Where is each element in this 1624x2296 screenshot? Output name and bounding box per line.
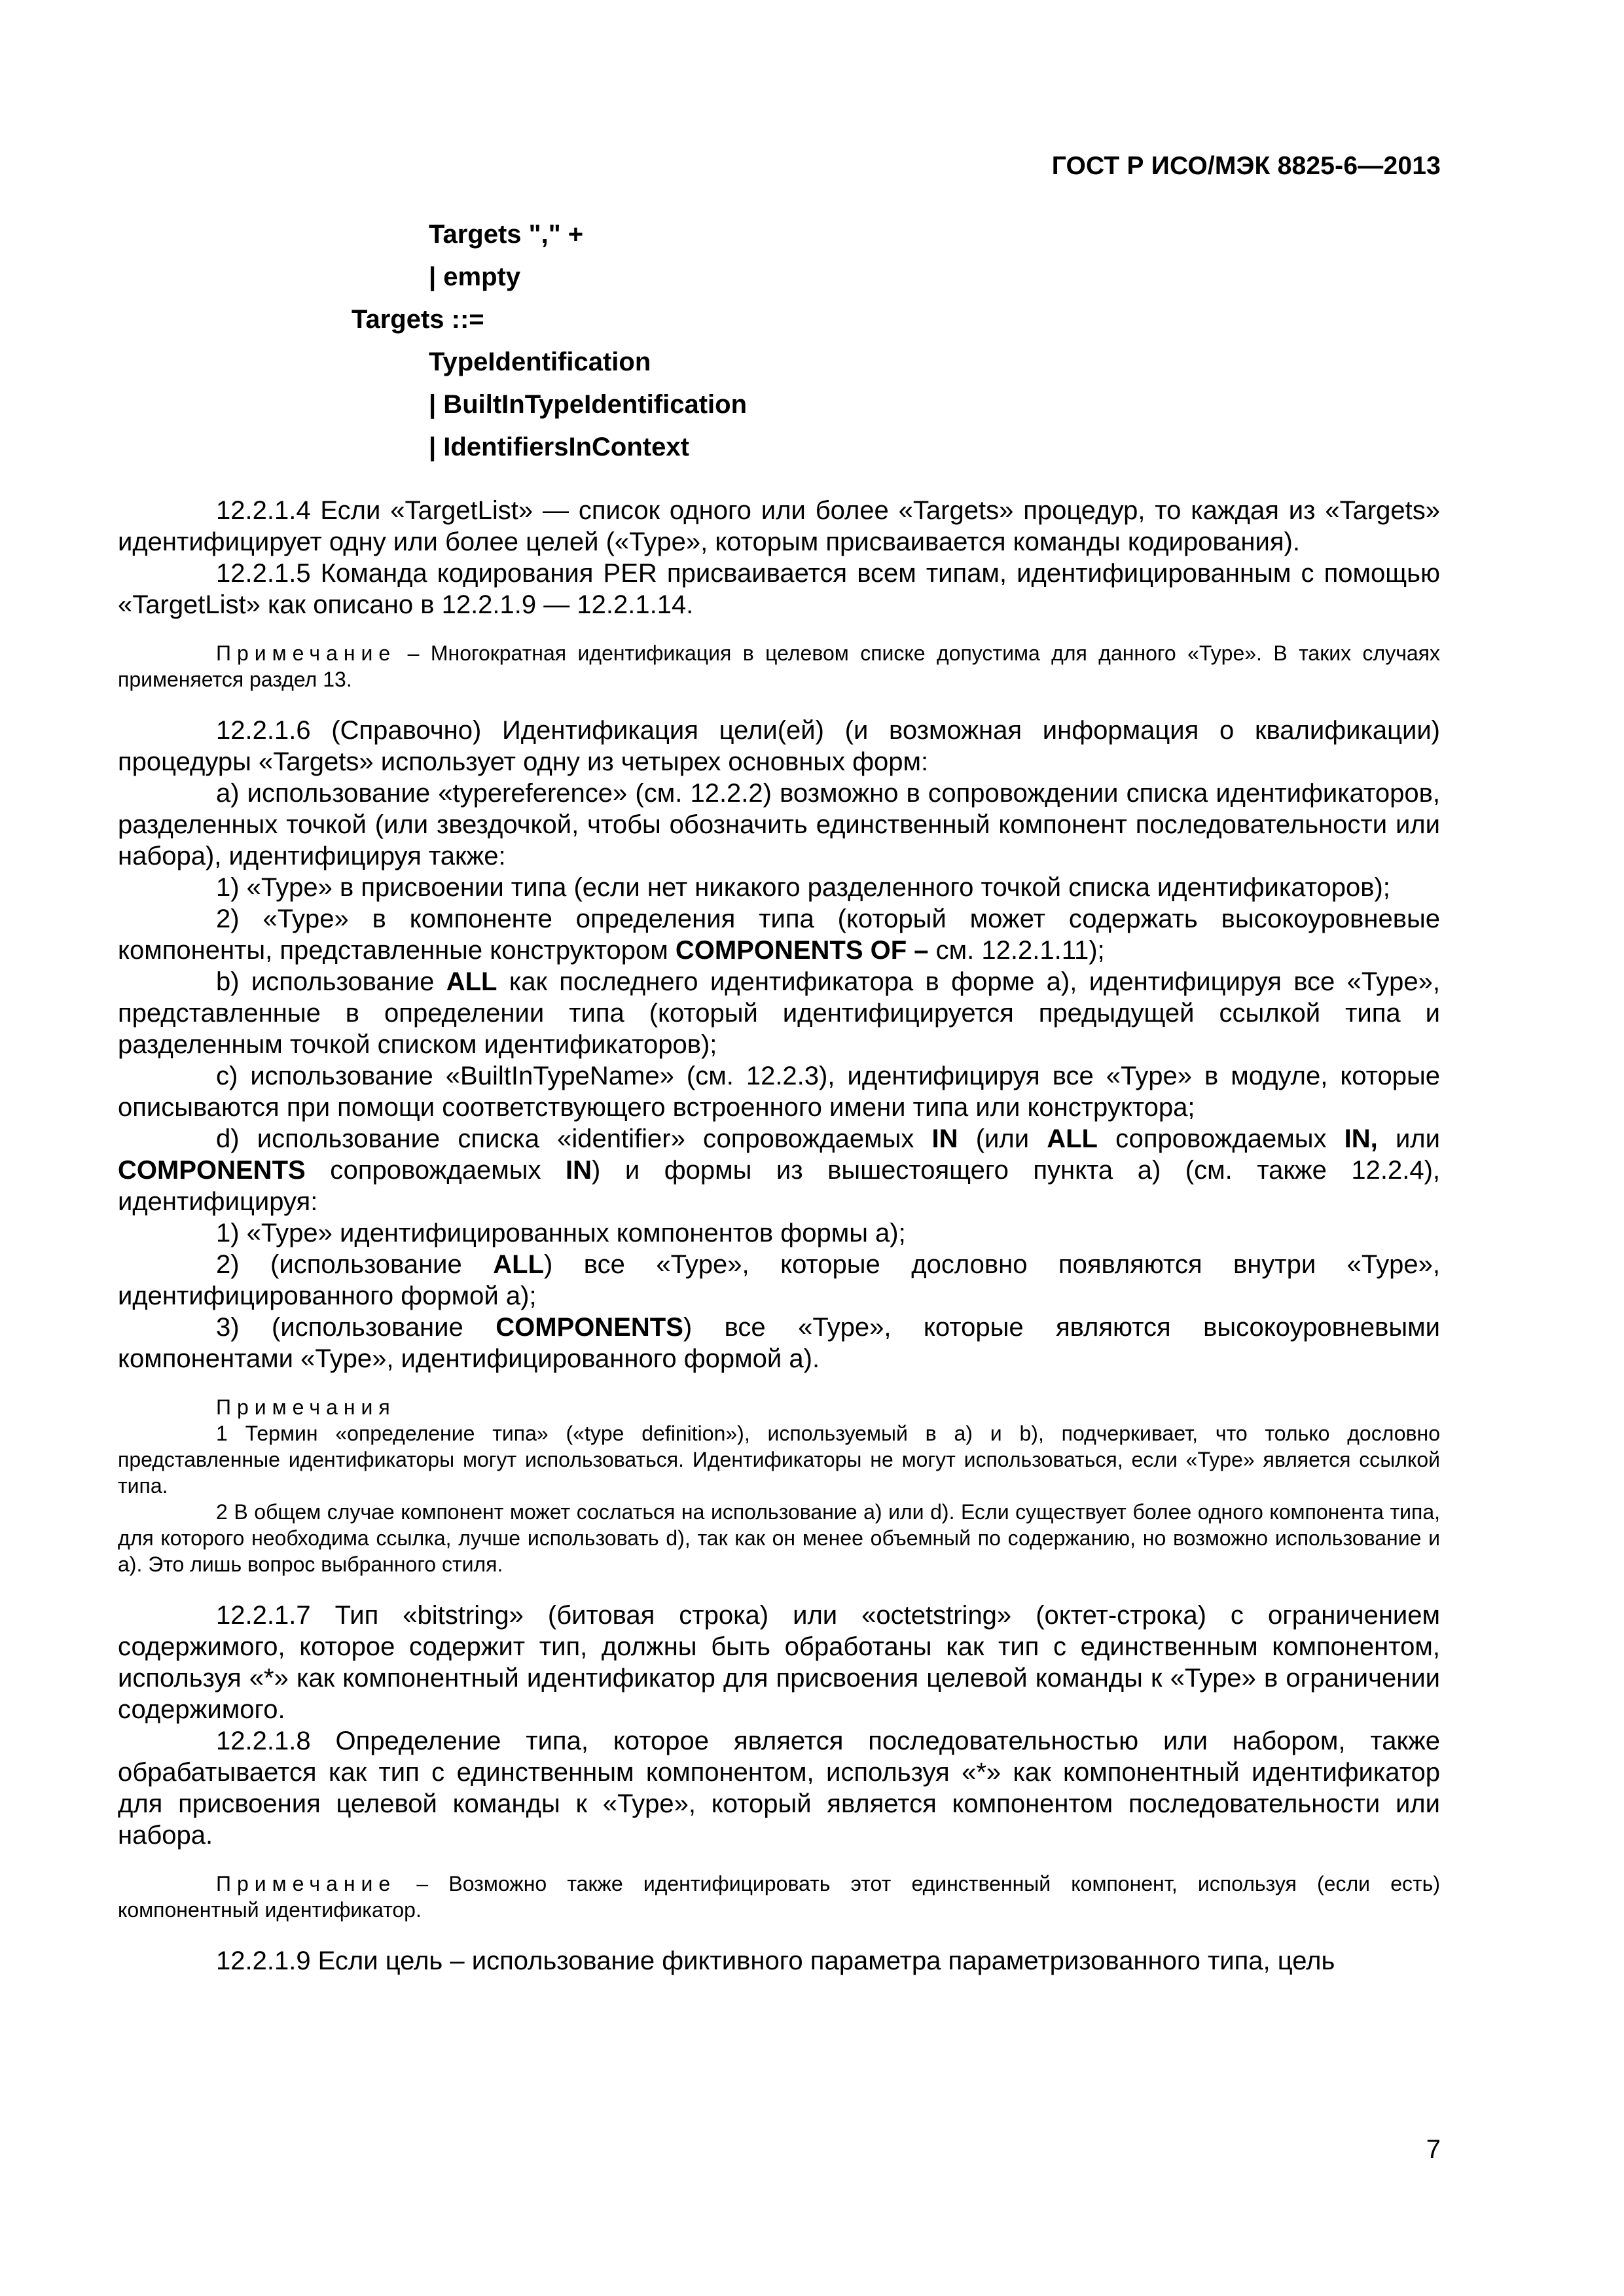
list-item-c: c) использование «BuiltInTypeName» (см. 12.2.3), идентифицируя все «Type» в модуле, которые описываются при помощи соответствующего встроенного имени типа или конструктора; [118, 1062, 1440, 1122]
note-item-1: 1 Термин «определение типа» («type definition»), используемый в а) и b), подчеркивает, что только дословно представленные идентификаторы могут использоваться. Идентификаторы не могут использоваться, если «Type» является ссылкой типа. [118, 1422, 1440, 1498]
document-body [118, 495, 1440, 1977]
grammar-line: TypeIdentification [429, 348, 651, 376]
list-item-a: a) использование «typereference» (см. 12.2.2) возможно в сопровождении списка идентификаторов, разделенных точкой (или звездочкой, чтобы обозначить единственный компонент последовательности или набора), идентифицируя также: [118, 779, 1440, 870]
clause-12.2.1.6: 12.2.1.6 (Справочно) Идентификация цели(ей) (и возможная информация о квалификации) процедуры «Targets» использует одну из четырех основных форм: [118, 716, 1440, 776]
clause-12.2.1.8: 12.2.1.8 Определение типа, которое является последовательностью или набором, также обрабатывается как тип с единственным компонентом, используя «*» как компонентный идентификатор для присвоения целевой команды к «Type», который является компонентом последовательности или набора. [118, 1727, 1440, 1850]
list-item-b: b) использование ALL как последнего идентификатора в форме а), идентифицируя все «Type», представленные в определении типа (который идентифицируется предыдущей ссылкой типа и разделенным точкой списком идентификаторов); [118, 967, 1440, 1059]
standard-header: ГОСТ Р ИСО/МЭК 8825-6—2013 [1051, 152, 1441, 180]
note [118, 1871, 1440, 1923]
list-item-a1: 1) «Type» в присвоении типа (если нет никакого разделенного точкой списка идентификаторов); [216, 873, 1390, 902]
grammar-block [0, 213, 1624, 469]
notes-label: Примечания [216, 1395, 396, 1419]
notes-block [118, 1394, 1440, 1577]
grammar-line: | empty [429, 262, 521, 291]
note [118, 640, 1440, 692]
list-item-d: d) использование списка «identifier» сопровождаемых IN (или ALL сопровождаемых IN, или COMPONENTS сопровождаемых IN) и формы из вышестоящего пункта а) (см. также 12.2.4), идентифицируя: [118, 1124, 1440, 1216]
page-number: 7 [1426, 2135, 1441, 2164]
list-item-d1: 1) «Type» идентифицированных компонентов формы а); [216, 1219, 906, 1247]
grammar-line: Targets ::= [352, 305, 484, 334]
note-item-2: 2 В общем случае компонент может сослаться на использование а) или d). Если существует более одного компонента типа, для которого необходима ссылка, лучше использовать d), так как он менее объемный по содержанию, но возможно использование и а). Это лишь вопрос выбранного стиля. [118, 1500, 1440, 1576]
note-label: Примечание [216, 1872, 397, 1895]
clause-12.2.1.7: 12.2.1.7 Тип «bitstring» (битовая строка) или «octetstring» (октет-строка) с ограничением содержимого, которое содержит тип, должны быть обработаны как тип с единственным компонентом, используя «*» как компонентный идентификатор для присвоения целевой команды к «Type» в ограничении содержимого. [118, 1601, 1440, 1724]
note-text: – Многократная идентификация в целевом списке допустима для данного «Type». В таких случаях применяется раздел 13. [118, 641, 1440, 691]
list-item-a2: 2) «Type» в компоненте определения типа (который может содержать высокоуровневые компоненты, представленные конструктором COMPONENTS OF – см. 12.2.1.11); [118, 905, 1440, 965]
list-item-d2: 2) (использование ALL) все «Type», которые дословно появляются внутри «Type», идентифицированного формой а); [118, 1250, 1440, 1310]
clause-12.2.1.5: 12.2.1.5 Команда кодирования PER присваивается всем типам, идентифицированным с помощью «TargetList» как описано в 12.2.1.9 — 12.2.1.14. [118, 559, 1440, 619]
note-text: – Возможно также идентифицировать этот единственный компонент, используя (если есть) компонентный идентификатор. [118, 1872, 1440, 1922]
list-item-d3: 3) (использование COMPONENTS) все «Type», которые являются высокоуровневыми компонентами «Type», идентифицированного формой а). [118, 1313, 1440, 1373]
clause-12.2.1.4: 12.2.1.4 Если «TargetList» — список одного или более «Targets» процедур, то каждая из «Targets» идентифицирует одну или более целей («Type», которым присваивается команды кодирования). [118, 496, 1440, 556]
clause-12.2.1.9: 12.2.1.9 Если цель – использование фиктивного параметра параметризованного типа, цель [216, 1946, 1335, 1975]
grammar-line: | IdentifiersInContext [429, 433, 689, 461]
grammar-line: | BuiltInTypeIdentification [429, 390, 747, 419]
note-label: Примечание [216, 641, 397, 665]
grammar-line: Targets "," + [429, 220, 584, 249]
